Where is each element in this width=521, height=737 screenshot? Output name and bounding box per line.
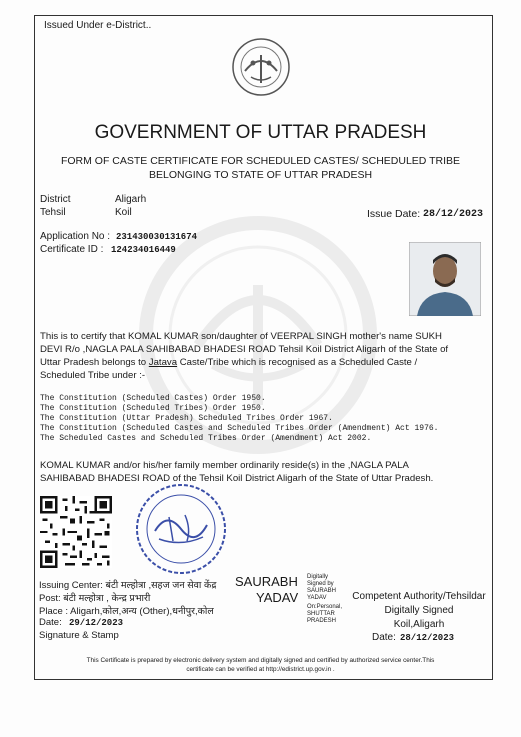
up-emblem-icon xyxy=(231,37,291,97)
certify-line-1: This is to certify that KOMAL KUMAR son/daughter of VEERPAL SINGH mother's name SUKH xyxy=(40,331,442,342)
authority-signed: Digitally Signed xyxy=(384,605,454,616)
footer-line-1: This Certificate is prepared by electronic delivery system and digitally signed and certified by authorized service center.This xyxy=(86,657,435,664)
signature-detail: SAURABH xyxy=(307,588,337,594)
signature-detail: On:Personal, xyxy=(307,604,343,610)
signer-name-line-1: SAURABH xyxy=(235,574,298,589)
certificate-value: 124234016449 xyxy=(111,245,176,255)
issuing-place: Place : Aligarh,कोल,अन्य (Other),धनीपुर,कोल xyxy=(39,606,214,617)
issuing-date-label: Date: xyxy=(39,617,62,628)
issuing-post: Post: बंटी मल्होत्रा , केन्द्र प्रभारी xyxy=(39,593,151,604)
application-label: Application No : xyxy=(40,231,111,242)
signature-detail: YADAV xyxy=(307,595,327,601)
subtitle-line-1: FORM OF CASTE CERTIFICATE FOR SCHEDULED CASTES/ SCHEDULED TRIBE xyxy=(60,155,461,167)
order-item: The Scheduled Castes and Scheduled Tribes Order (Amendment) Act 2002. xyxy=(40,434,372,443)
signature-detail: Signed by xyxy=(307,581,334,587)
order-item: The Constitution (Scheduled Castes and Scheduled Tribes Order (Amendment) Act 1976. xyxy=(40,424,439,433)
tehsil-value: Koil xyxy=(115,207,132,218)
official-stamp-icon xyxy=(125,481,237,581)
signature-detail: SHUTTAR xyxy=(307,611,335,617)
subtitle-line-2: BELONGING TO STATE OF UTTAR PRADESH xyxy=(148,169,373,181)
certify-line-4: Scheduled Tribe under :- xyxy=(40,370,146,381)
certify-line-2: DEVI R/o ,NAGLA PALA SAHIBABAD BHADESI ROAD Tehsil Koil District Aligarh of the State of xyxy=(40,344,449,355)
order-item: The Constitution (Scheduled Castes) Order 1950. xyxy=(40,394,266,403)
qr-code xyxy=(40,496,112,568)
issue-date-label: Issue Date: xyxy=(367,208,421,220)
authority-date-value: 28/12/2023 xyxy=(400,633,455,643)
issuing-date-value: 29/12/2023 xyxy=(69,618,124,628)
residence-line-2: SAHIBABAD BHADESI ROAD of the Tehsil Koil District Aligarh of the State of Uttar Pradesh. xyxy=(40,473,434,484)
caste-name: Jatava xyxy=(148,357,178,368)
signature-detail: PRADESH xyxy=(307,618,337,624)
issuing-center: Issuing Center: बंटी मल्होत्रा ,सहज जन सेवा केंद्र xyxy=(39,580,217,591)
certificate-label: Certificate ID : xyxy=(40,244,104,255)
district-value: Aligarh xyxy=(115,194,147,205)
authority-location: Koil,Aligarh xyxy=(393,619,445,630)
signature-stamp-label: Signature & Stamp xyxy=(39,630,119,641)
district-label: District xyxy=(40,194,71,205)
signer-name-line-2: YADAV xyxy=(256,590,299,605)
authority-date-label: Date: xyxy=(372,632,396,643)
signature-detail: Digitally xyxy=(307,574,329,580)
applicant-photo xyxy=(409,242,481,316)
application-value: 231430030131674 xyxy=(116,232,198,242)
certify-line-3-end: Caste/Tribe which is recognised as a Scheduled Caste / xyxy=(177,357,418,368)
certify-line-3 xyxy=(40,357,417,368)
tehsil-label: Tehsil xyxy=(40,207,66,218)
order-item: The Constitution (Scheduled Tribes) Order 1950. xyxy=(40,404,266,413)
page-title: GOVERNMENT OF UTTAR PRADESH xyxy=(94,122,427,143)
authority-title: Competent Authority/Tehsildar xyxy=(352,591,486,602)
issued-under-label: Issued Under e-District.. xyxy=(44,20,152,31)
footer-line-2: certificate can be verified at http://edistrict.up.gov.in . xyxy=(186,666,335,673)
certify-line-3-start: Uttar Pradesh belongs to xyxy=(40,357,149,368)
order-item: The Constitution (Uttar Pradesh) Scheduled Tribes Order 1967. xyxy=(40,414,333,423)
issue-date-value: 28/12/2023 xyxy=(423,209,484,220)
residence-line-1: KOMAL KUMAR and/or his/her family member ordinarily reside(s) in the ,NAGLA PALA xyxy=(40,460,409,471)
